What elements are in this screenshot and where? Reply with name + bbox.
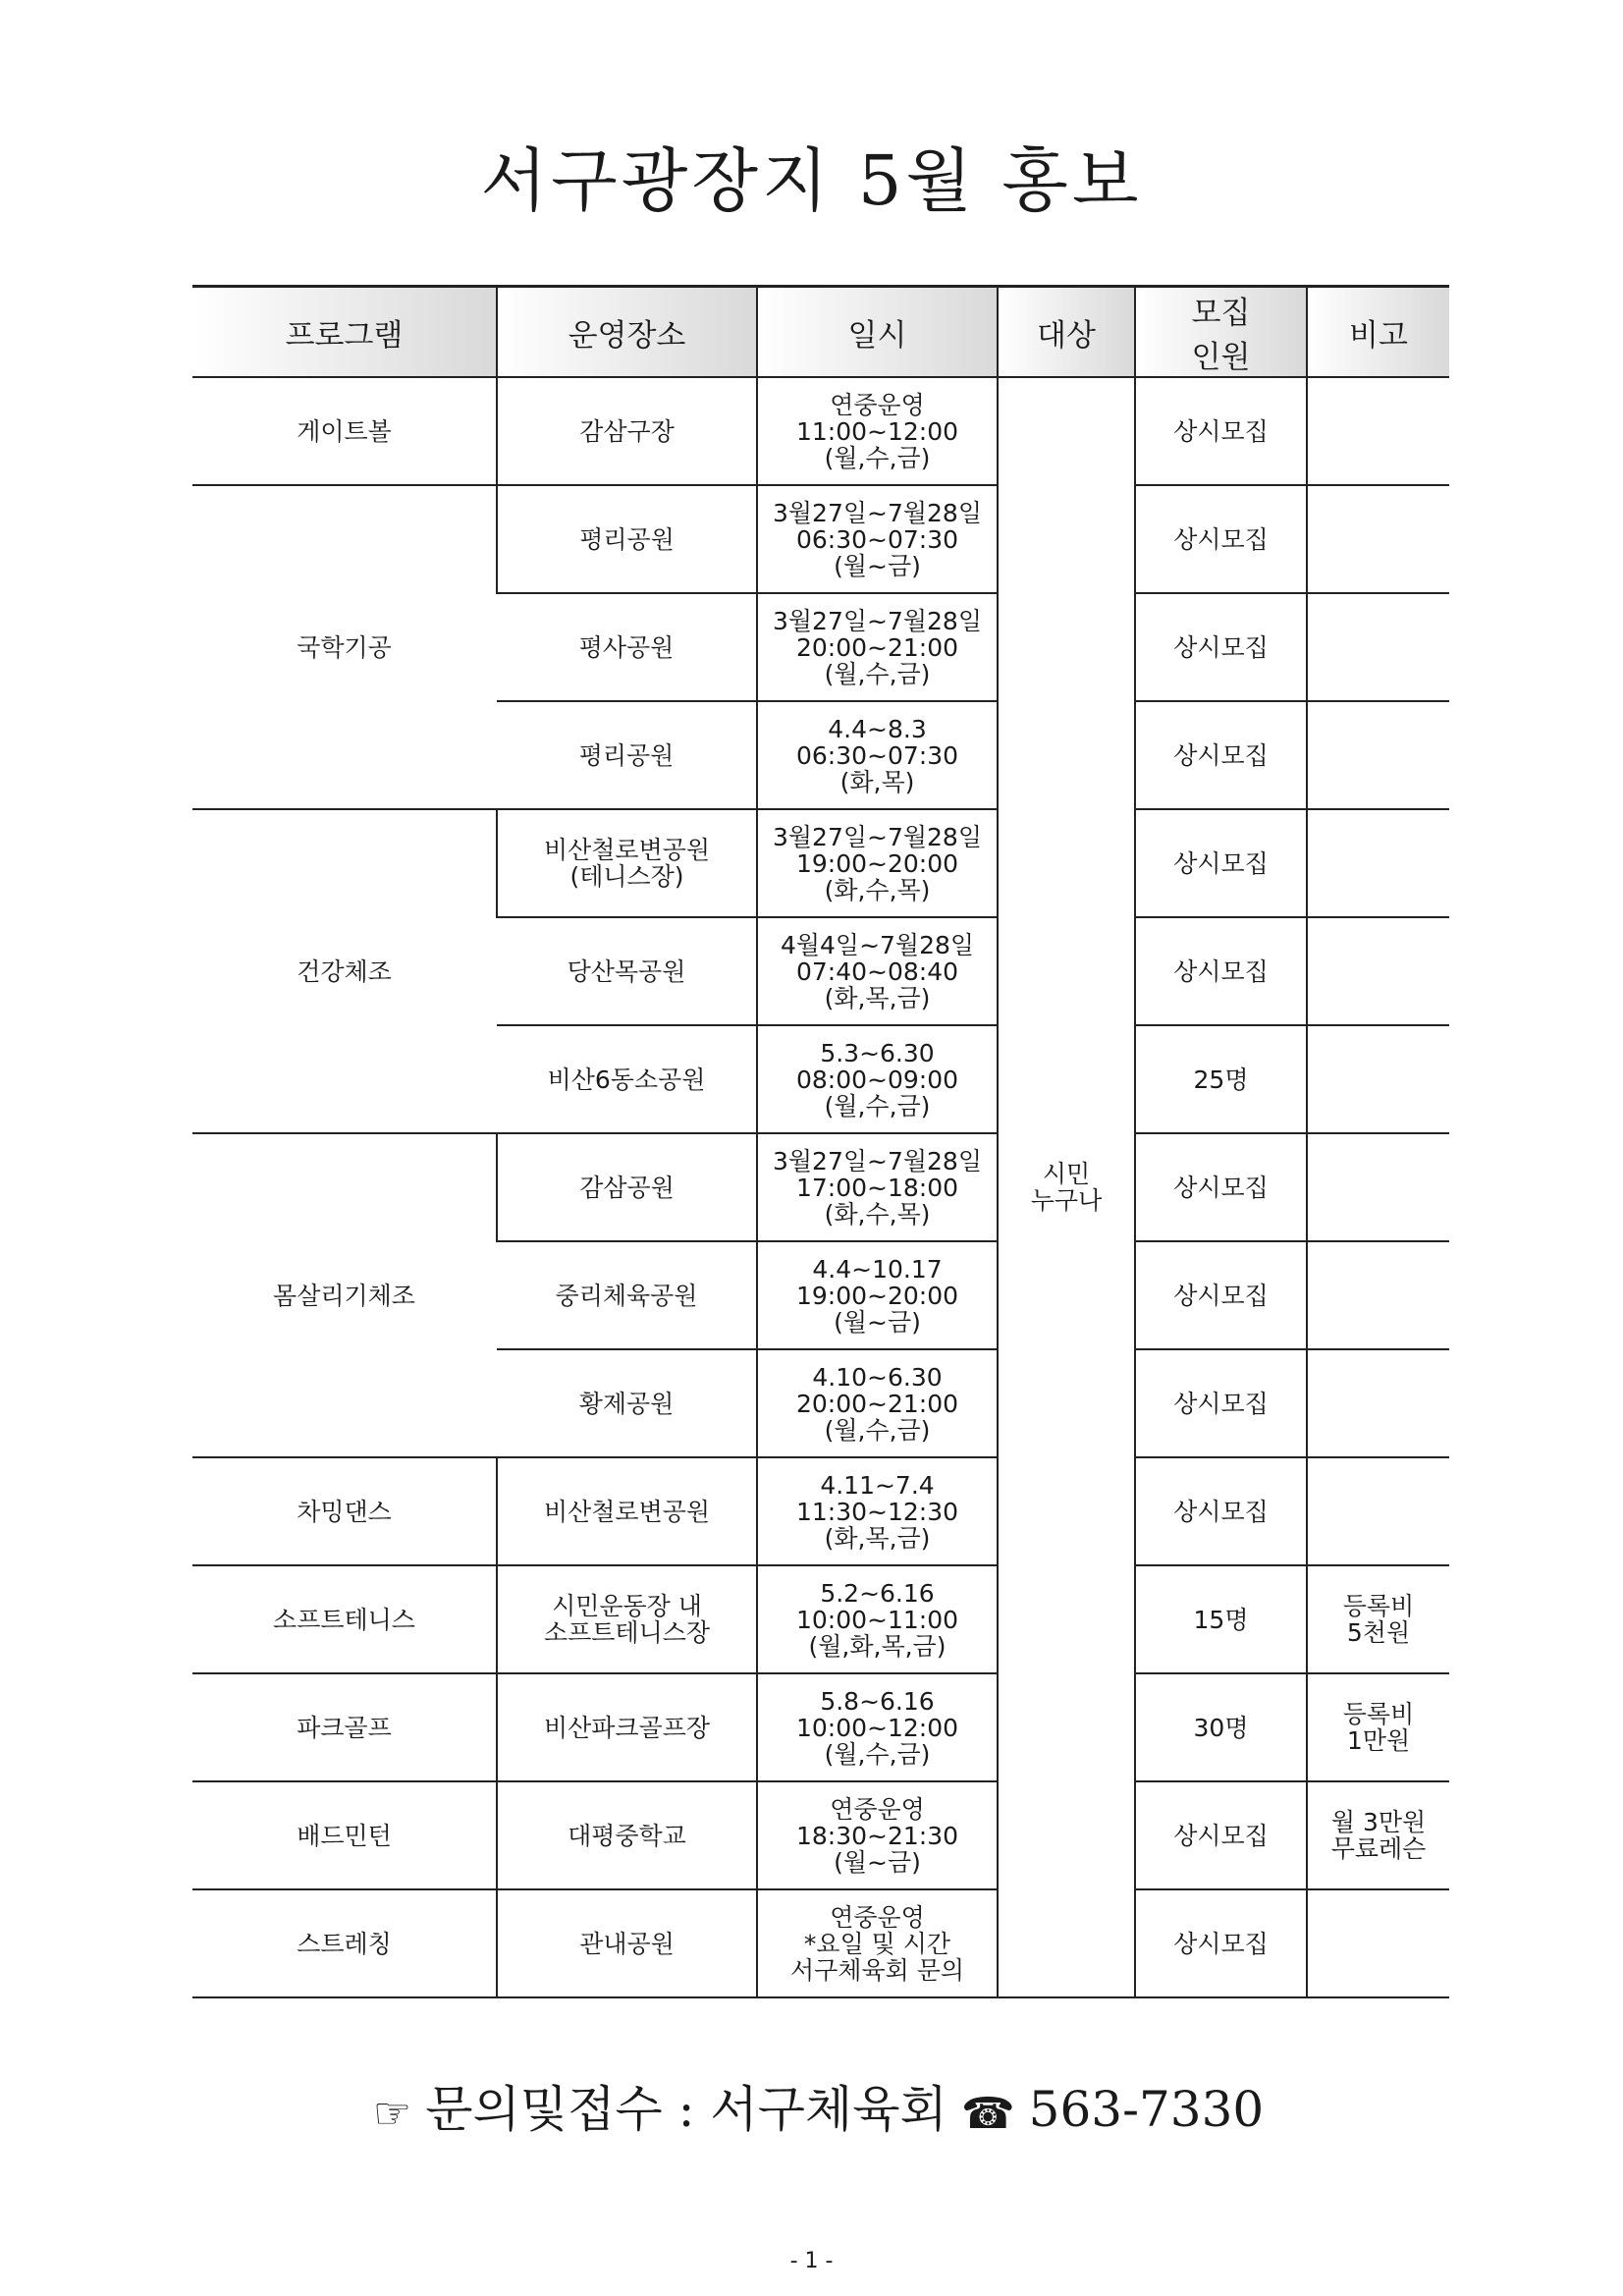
- program-cell: 스트레칭: [192, 1889, 497, 1997]
- place-cell: 비산파크골프장: [497, 1673, 757, 1781]
- program-schedule-table: [192, 285, 1449, 1998]
- note-cell: [1307, 1025, 1449, 1133]
- contact-footer: [0, 2070, 1623, 2141]
- count-cell: 상시모집: [1135, 809, 1307, 917]
- datetime-cell: 연중운영 18:30~21:30 (월~금): [757, 1781, 998, 1889]
- note-cell: 등록비 1만원: [1307, 1673, 1449, 1781]
- datetime-cell: 4.11~7.4 11:30~12:30 (화,목,금): [757, 1457, 998, 1565]
- note-cell: [1307, 593, 1449, 701]
- note-cell: [1307, 917, 1449, 1025]
- datetime-cell: 5.3~6.30 08:00~09:00 (월,수,금): [757, 1025, 998, 1133]
- note-cell: [1307, 809, 1449, 917]
- note-cell: [1307, 1889, 1449, 1997]
- place-cell: 평리공원: [497, 701, 757, 809]
- count-cell: 상시모집: [1135, 1781, 1307, 1889]
- place-cell: 비산철로변공원 (테니스장): [497, 809, 757, 917]
- datetime-cell: 4.4~10.17 19:00~20:00 (월~금): [757, 1241, 998, 1349]
- count-cell: 상시모집: [1135, 1349, 1307, 1457]
- header-datetime: 일시: [757, 287, 998, 378]
- table-row: [192, 809, 1449, 917]
- table-row: [192, 1457, 1449, 1565]
- datetime-cell: 연중운영 *요일 및 시간 서구체육회 문의: [757, 1889, 998, 1997]
- program-cell: 국학기공: [192, 485, 497, 809]
- place-cell: 비산철로변공원: [497, 1457, 757, 1565]
- program-cell: 소프트테니스: [192, 1565, 497, 1673]
- place-cell: 관내공원: [497, 1889, 757, 1997]
- count-cell: 상시모집: [1135, 1889, 1307, 1997]
- table-row: [192, 1673, 1449, 1781]
- table-row: [192, 1133, 1449, 1241]
- count-cell: 상시모집: [1135, 701, 1307, 809]
- place-cell: 평사공원: [497, 593, 757, 701]
- contact-phone: 563-7330: [1028, 2081, 1265, 2138]
- count-cell: 25명: [1135, 1025, 1307, 1133]
- datetime-cell: 4.4~8.3 06:30~07:30 (화,목): [757, 701, 998, 809]
- place-cell: 감삼구장: [497, 377, 757, 485]
- place-cell: 중리체육공원: [497, 1241, 757, 1349]
- header-note: 비고: [1307, 287, 1449, 378]
- note-cell: [1307, 485, 1449, 593]
- note-cell: [1307, 701, 1449, 809]
- place-cell: 당산목공원: [497, 917, 757, 1025]
- table-row: [192, 1565, 1449, 1673]
- target-cell: 시민 누구나: [998, 377, 1135, 1997]
- table-header-row: [192, 287, 1449, 378]
- program-cell: 건강체조: [192, 809, 497, 1133]
- header-program: 프로그램: [192, 287, 497, 378]
- pointing-hand-icon: ☞: [372, 2088, 412, 2139]
- datetime-cell: 4.10~6.30 20:00~21:00 (월,수,금): [757, 1349, 998, 1457]
- table-row: [192, 1889, 1449, 1997]
- contact-label: 문의및접수 : 서구체육회: [425, 2081, 947, 2138]
- datetime-cell: 3월27일~7월28일 06:30~07:30 (월~금): [757, 485, 998, 593]
- page-title: 서구광장지 5월 홍보: [480, 140, 1143, 221]
- header-count: 모집 인원: [1135, 287, 1307, 378]
- datetime-cell: 5.2~6.16 10:00~11:00 (월,화,목,금): [757, 1565, 998, 1673]
- program-cell: 게이트볼: [192, 377, 497, 485]
- note-cell: [1307, 1457, 1449, 1565]
- program-cell: 차밍댄스: [192, 1457, 497, 1565]
- place-cell: 평리공원: [497, 485, 757, 593]
- program-cell: 몸살리기체조: [192, 1133, 497, 1457]
- count-cell: 상시모집: [1135, 1457, 1307, 1565]
- table-row: [192, 377, 1449, 485]
- count-cell: 상시모집: [1135, 377, 1307, 485]
- note-cell: 등록비 5천원: [1307, 1565, 1449, 1673]
- telephone-icon: ☎: [960, 2088, 1015, 2139]
- datetime-cell: 3월27일~7월28일 20:00~21:00 (월,수,금): [757, 593, 998, 701]
- count-cell: 상시모집: [1135, 485, 1307, 593]
- place-cell: 감삼공원: [497, 1133, 757, 1241]
- place-cell: 시민운동장 내 소프트테니스장: [497, 1565, 757, 1673]
- place-cell: 황제공원: [497, 1349, 757, 1457]
- table-body: [192, 377, 1449, 1997]
- datetime-cell: 5.8~6.16 10:00~12:00 (월,수,금): [757, 1673, 998, 1781]
- note-cell: [1307, 377, 1449, 485]
- note-cell: [1307, 1349, 1449, 1457]
- count-cell: 상시모집: [1135, 1133, 1307, 1241]
- note-cell: [1307, 1133, 1449, 1241]
- header-place: 운영장소: [497, 287, 757, 378]
- place-cell: 대평중학교: [497, 1781, 757, 1889]
- program-cell: 파크골프: [192, 1673, 497, 1781]
- program-cell: 배드민턴: [192, 1781, 497, 1889]
- count-cell: 상시모집: [1135, 593, 1307, 701]
- count-cell: 상시모집: [1135, 1241, 1307, 1349]
- count-cell: 15명: [1135, 1565, 1307, 1673]
- datetime-cell: 3월27일~7월28일 19:00~20:00 (화,수,목): [757, 809, 998, 917]
- count-cell: 30명: [1135, 1673, 1307, 1781]
- place-cell: 비산6동소공원: [497, 1025, 757, 1133]
- header-target: 대상: [998, 287, 1135, 378]
- page-number: - 1 -: [789, 2249, 834, 2273]
- datetime-cell: 3월27일~7월28일 17:00~18:00 (화,수,목): [757, 1133, 998, 1241]
- table-row: [192, 1781, 1449, 1889]
- note-cell: 월 3만원 무료레슨: [1307, 1781, 1449, 1889]
- note-cell: [1307, 1241, 1449, 1349]
- datetime-cell: 연중운영 11:00~12:00 (월,수,금): [757, 377, 998, 485]
- datetime-cell: 4월4일~7월28일 07:40~08:40 (화,목,금): [757, 917, 998, 1025]
- table-row: [192, 485, 1449, 593]
- count-cell: 상시모집: [1135, 917, 1307, 1025]
